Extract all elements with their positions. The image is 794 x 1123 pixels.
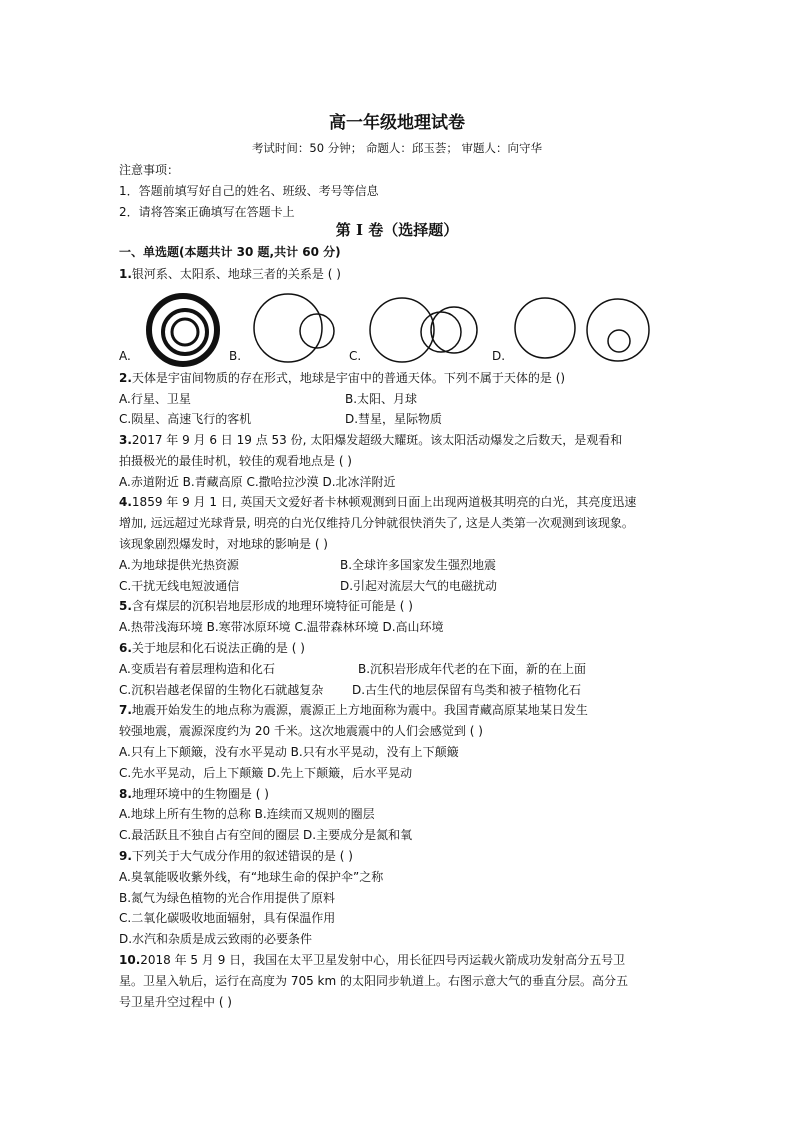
question-10 <box>119 952 625 968</box>
section-title: 第 I 卷（选择题） <box>335 221 459 239</box>
section-part: 一、单选题(本题共计 30 题,共计 60 分) <box>119 245 341 259</box>
question-text-line: 拍摄极光的最佳时机，较佳的观看地点是 ( ) <box>119 454 352 468</box>
options-line: B.氮气为绿色植物的光合作用提供了原料 <box>119 891 336 905</box>
option-c-left-circle <box>370 298 434 362</box>
notes-item-1: 1．答题前填写好自己的姓名、班级、考号等信息 <box>119 184 379 198</box>
options-line: C.最活跃且不独自占有空间的圈层 D.主要成分是氮和氧 <box>119 828 413 842</box>
question-3 <box>119 432 622 448</box>
question-8 <box>119 786 269 802</box>
question-number: 4. <box>119 495 132 509</box>
option-c-middle-circle <box>421 312 461 352</box>
options-line: C.先水平晃动，后上下颠簸 D.先上下颠簸，后水平晃动 <box>119 766 413 780</box>
option-b: B.沉积岩形成年代老的在下面，新的在上面 <box>358 662 587 676</box>
question-1 <box>119 266 341 282</box>
question-number: 3. <box>119 433 132 447</box>
option-b-small-circle <box>300 314 334 348</box>
figure-label-d: D. <box>492 349 506 363</box>
question-number: 6. <box>119 641 132 655</box>
question-number: 7. <box>119 703 132 717</box>
question-number: 9. <box>119 849 132 863</box>
question-text: 2017 年 9 月 6 日 19 点 53 份, 太阳爆发超级大耀斑。该太阳活动爆发之后数天，是观看和 <box>131 433 623 447</box>
option-b: B.太阳、月球 <box>345 392 418 406</box>
question-4 <box>119 494 636 510</box>
option-a-inner-circle <box>172 319 198 345</box>
option-a-middle-circle <box>163 310 207 354</box>
exam-info: 考试时间：50 分钟； 命题人：邱玉荟； 审题人：向守华 <box>251 141 543 155</box>
option-b: B.全球许多国家发生强烈地震 <box>340 558 497 572</box>
question-text: 天体是宇宙间物质的存在形式，地球是宇宙中的普通天体。下列不属于天体的是 () <box>131 371 566 385</box>
q1-circles-figure <box>115 290 655 372</box>
question-text: 2018 年 5 月 9 日，我国在太平卫星发射中心，用长征四号丙运载火箭成功发射高分五号卫 <box>140 953 626 967</box>
question-text: 下列关于大气成分作用的叙述错误的是 ( ) <box>131 849 353 863</box>
question-number: 8. <box>119 787 132 801</box>
question-text-line: 该现象剧烈爆发时，对地球的影响是 ( ) <box>119 537 328 551</box>
option-c: C.沉积岩越老保留的生物化石就越复杂 <box>119 683 324 697</box>
question-number: 2. <box>119 371 132 385</box>
question-text: 地理环境中的生物圈是 ( ) <box>131 787 269 801</box>
option-c-right-circle <box>431 307 477 353</box>
option-d-inner-circle <box>608 330 630 352</box>
options-line: A.热带浅海环境 B.寒带冰原环境 C.温带森林环境 D.高山环境 <box>119 620 444 634</box>
question-text: 含有煤层的沉积岩地层形成的地理环境特征可能是 ( ) <box>131 599 413 613</box>
options-line: A.地球上所有生物的总称 B.连续而又规则的圈层 <box>119 807 375 821</box>
question-7 <box>119 702 588 718</box>
options-line: C.二氧化碳吸收地面辐射，具有保温作用 <box>119 911 336 925</box>
question-text-line: 较强地震，震源深度约为 20 千米。这次地震震中的人们会感觉到 ( ) <box>119 724 483 738</box>
question-6 <box>119 640 305 656</box>
question-text: 地震开始发生的地点称为震源，震源正上方地面称为震中。我国青藏高原某地某日发生 <box>131 703 588 717</box>
option-d: D.引起对流层大气的电磁扰动 <box>340 579 498 593</box>
options-line: A.臭氧能吸收紫外线，有“地球生命的保护伞”之称 <box>119 870 384 884</box>
figure-label-b: B. <box>229 349 242 363</box>
option-a: A.变质岩有着层理构造和化石 <box>119 662 275 676</box>
options-line: A.赤道附近 B.青藏高原 C.撒哈拉沙漠 D.北冰洋附近 <box>119 475 396 489</box>
option-d-left-circle <box>515 298 575 358</box>
question-text-line: 增加, 远远超过光球背景, 明亮的白光仅维持几分钟就很快消失了, 这是人类第一次观测到该现象。 <box>119 516 634 530</box>
notes-heading: 注意事项： <box>119 163 180 177</box>
option-a: A.为地球提供光热资源 <box>119 558 239 572</box>
question-text: 1859 年 9 月 1 日, 英国天文爱好者卡林顿观测到日面上出现两道极其明亮的白光，其亮度迅速 <box>131 495 637 509</box>
figure-label-c: C. <box>349 349 362 363</box>
question-text: 关于地层和化石说法正确的是 ( ) <box>131 641 305 655</box>
figure-label-a: A. <box>119 349 131 363</box>
option-c: C.陨星、高速飞行的客机 <box>119 412 252 426</box>
options-line: D.水汽和杂质是成云致雨的必要条件 <box>119 932 313 946</box>
option-b-large-circle <box>254 294 322 362</box>
option-a: A.行星、卫星 <box>119 392 191 406</box>
option-d: D.古生代的地层保留有鸟类和被子植物化石 <box>352 683 582 697</box>
option-c: C.干扰无线电短波通信 <box>119 579 240 593</box>
question-text-line: 星。卫星入轨后，运行在高度为 705 km 的太阳同步轨道上。右图示意大气的垂直分层。高分五 <box>119 974 628 988</box>
question-5 <box>119 598 413 614</box>
notes-item-2: 2．请将答案正确填写在答题卡上 <box>119 205 295 219</box>
question-number: 5. <box>119 599 132 613</box>
question-text: 银河系、太阳系、地球三者的关系是 ( ) <box>131 267 341 281</box>
question-number: 10. <box>119 953 141 967</box>
exam-title: 高一年级地理试卷 <box>329 113 465 133</box>
question-number: 1. <box>119 267 132 281</box>
question-2 <box>119 370 565 386</box>
option-d: D.彗星，星际物质 <box>345 412 443 426</box>
options-line: A.只有上下颠簸，没有水平晃动 B.只有水平晃动，没有上下颠簸 <box>119 745 459 759</box>
question-text-line: 号卫星升空过程中 ( ) <box>119 995 232 1009</box>
question-9 <box>119 848 353 864</box>
